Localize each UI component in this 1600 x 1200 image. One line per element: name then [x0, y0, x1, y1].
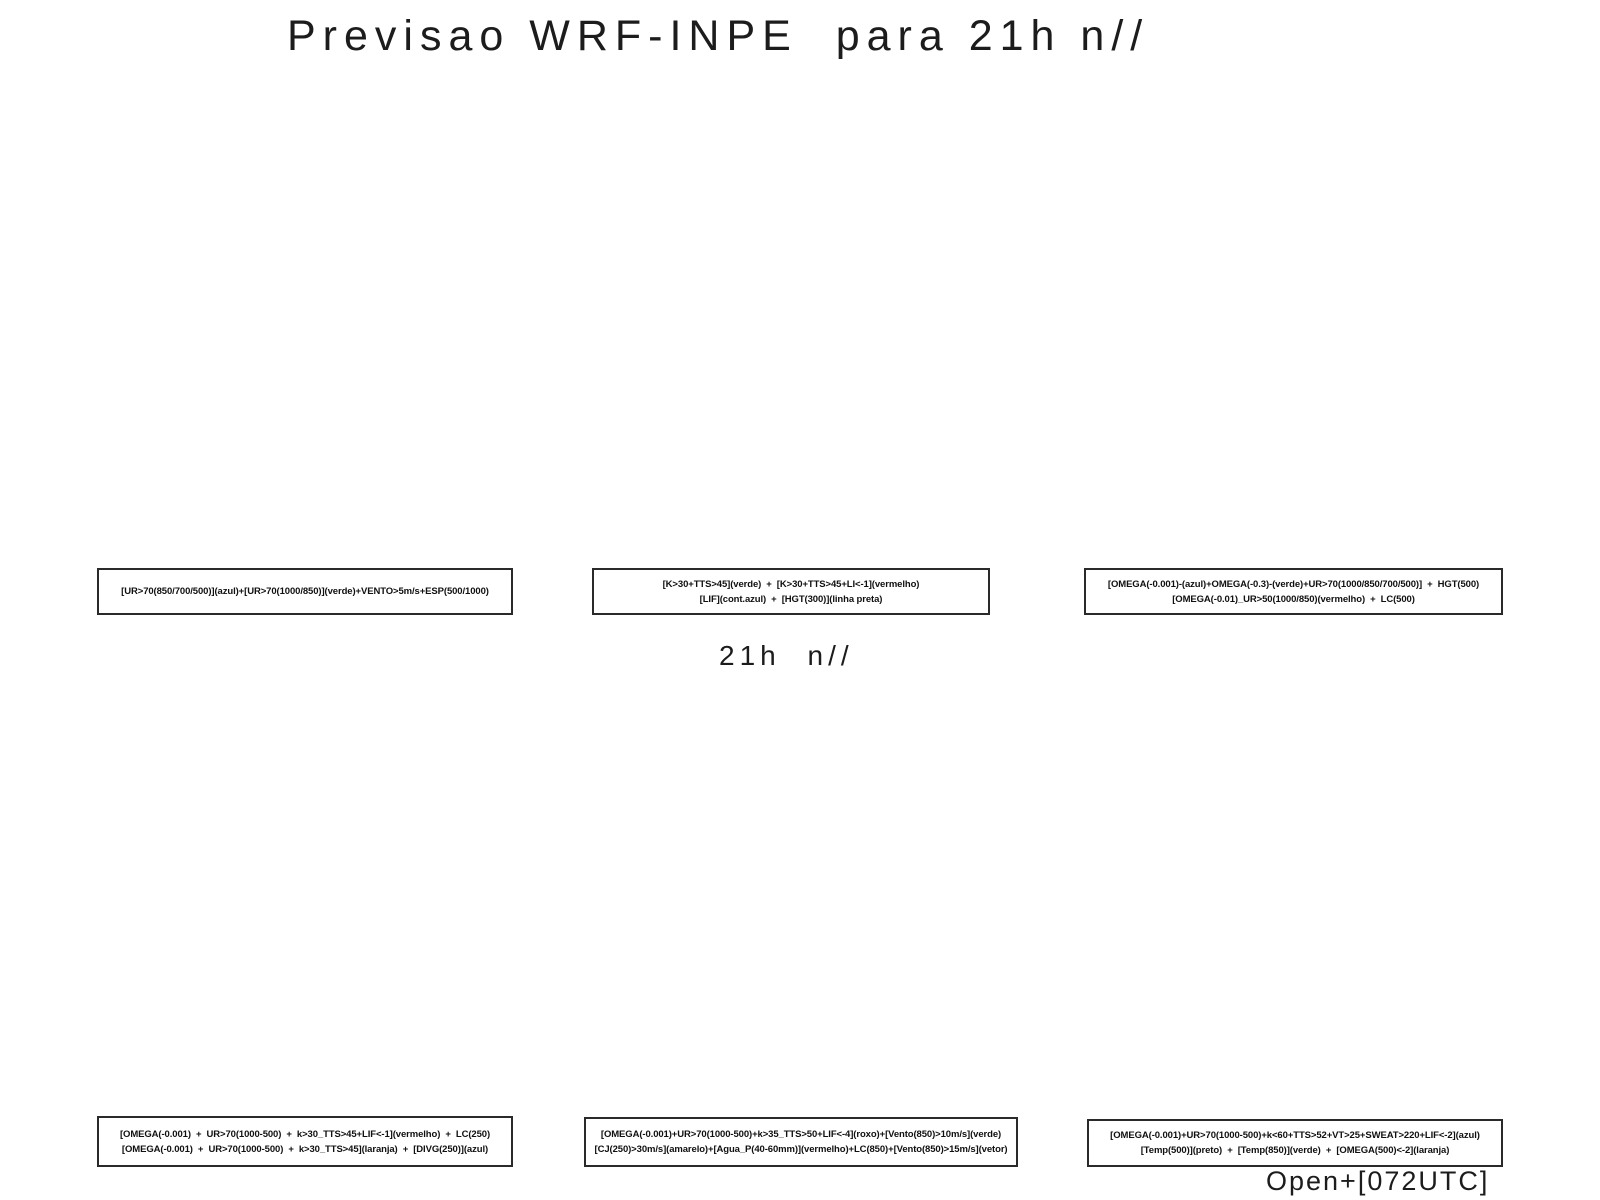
legend-box-top-right — [1084, 568, 1503, 615]
legend-line: [CJ(250)>30m/s](amarelo)+[Agua_P(40-60mm)](vermelho)+LC(850)+[Vento(850)>15m/s](vetor) — [594, 1144, 1008, 1155]
legend-box-bottom-center — [584, 1117, 1018, 1167]
legend-line: [OMEGA(-0.001) + UR>70(1000-500) + k>30_TTS>45](laranja) + [DIVG(250)](azul) — [121, 1143, 489, 1155]
legend-box-bottom-left — [97, 1116, 513, 1167]
legend-box-bottom-right — [1087, 1119, 1503, 1167]
panel-subtitle: 21h n// — [719, 640, 854, 671]
legend-line: [UR>70(850/700/500)](azul)+[UR>70(1000/850)](verde)+VENTO>5m/s+ESP(500/1000) — [121, 586, 489, 597]
page-title: Previsao WRF-INPE para 21h n// — [287, 12, 1150, 60]
legend-line: [OMEGA(-0.001)+UR>70(1000-500)+k<60+TTS>52+VT>25+SWEAT>220+LIF<-2](azul) — [1110, 1130, 1480, 1141]
footer-timestamp-label: Open+[072UTC] — [1266, 1166, 1490, 1196]
legend-line: [Temp(500)](preto) + [Temp(850)](verde) + [OMEGA(500)<-2](laranja) — [1140, 1145, 1450, 1156]
legend-box-top-left — [97, 568, 513, 615]
legend-line: [K>30+TTS>45](verde) + [K>30+TTS>45+LI<-1](vermelho) — [662, 578, 920, 590]
legend-line: [LIF](cont.azul) + [HGT(300)](linha preta) — [699, 593, 883, 605]
legend-line: [OMEGA(-0.01)_UR>50(1000/850)(vermelho) + LC(500) — [1172, 593, 1415, 605]
legend-box-top-center — [592, 568, 990, 615]
legend-line: [OMEGA(-0.001)+UR>70(1000-500)+k>35_TTS>50+LIF<-4](roxo)+[Vento(850)>10m/s](verde) — [600, 1129, 1002, 1140]
legend-line: [OMEGA(-0.001)-(azul)+OMEGA(-0.3)-(verde)+UR>70(1000/850/700/500)] + HGT(500) — [1107, 578, 1480, 590]
legend-line: [OMEGA(-0.001) + UR>70(1000-500) + k>30_TTS>45+LIF<-1](vermelho) + LC(250) — [119, 1128, 491, 1140]
